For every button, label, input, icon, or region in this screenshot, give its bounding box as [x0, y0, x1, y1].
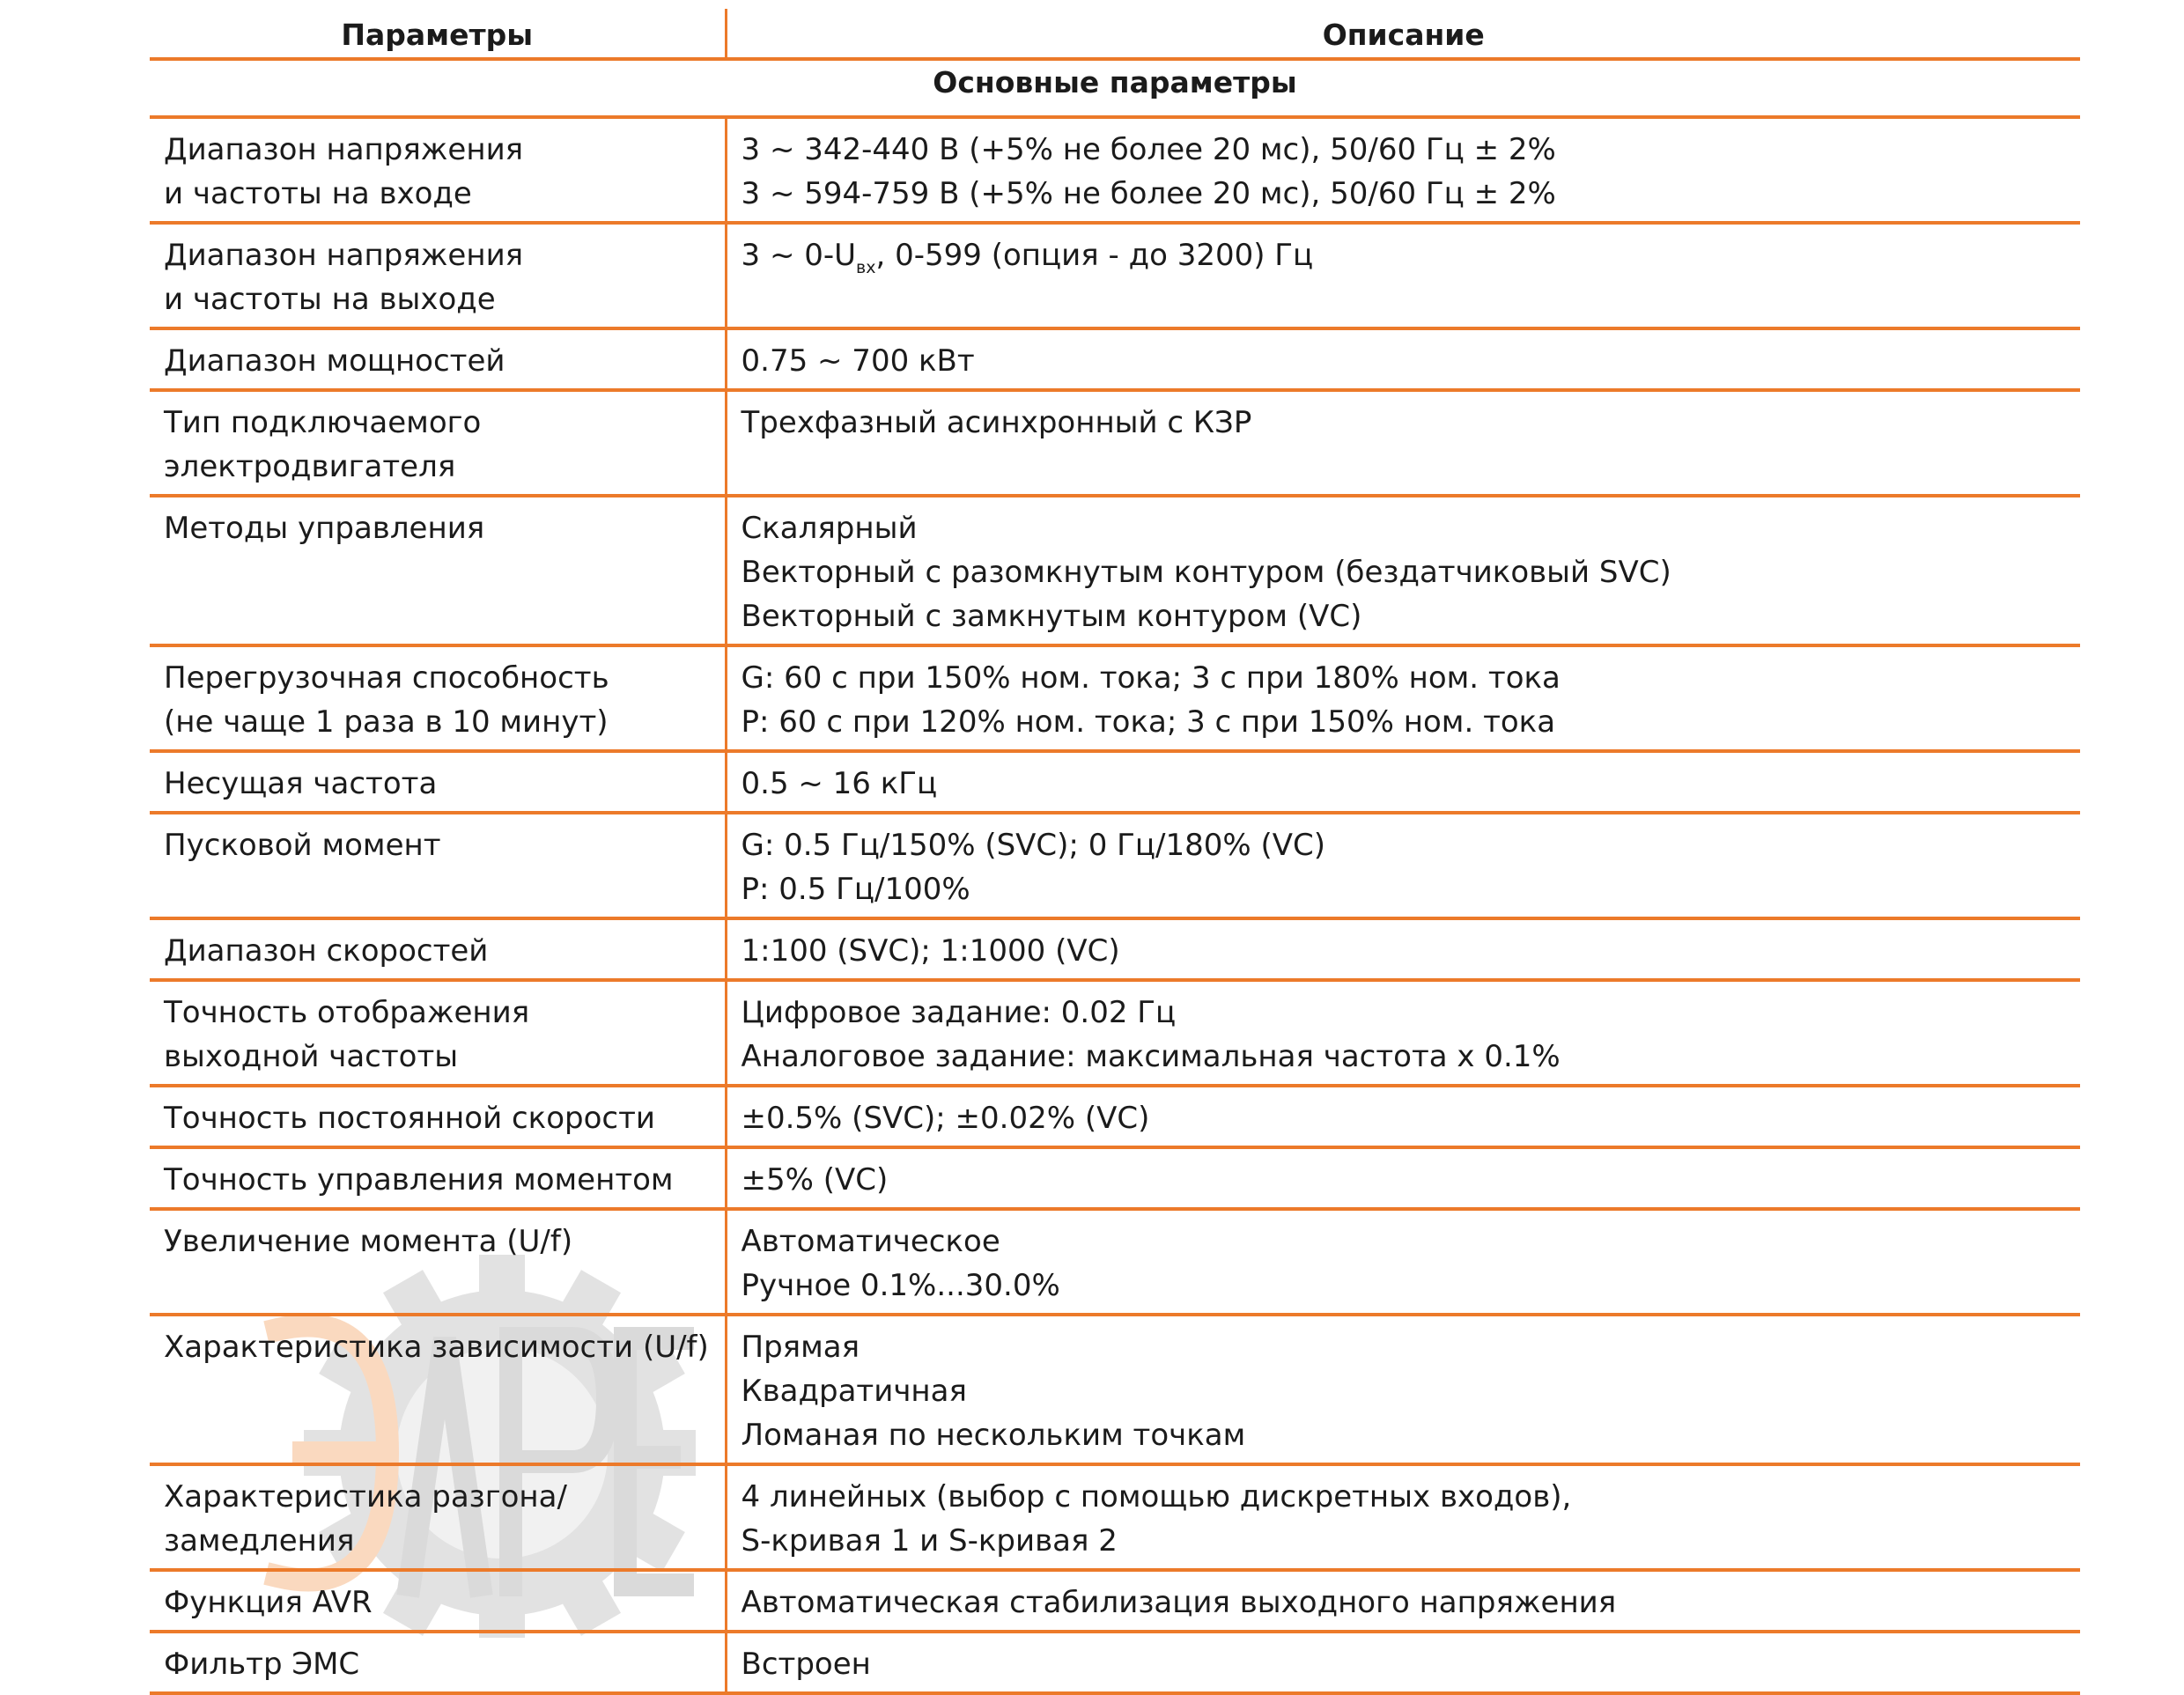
description-line: ±0.5% (SVC); ±0.02% (VC): [741, 1101, 1150, 1136]
parameter-cell: [150, 1464, 726, 1570]
table-row: [150, 1570, 2080, 1632]
parameter-cell: [150, 980, 726, 1086]
description-line: 3 ~ 342-440 В (+5% не более 20 мс), 50/60 Гц ± 2%: [741, 132, 1556, 167]
parameter-line: Несущая частота: [164, 766, 438, 801]
description-line: Цифровое задание: 0.02 Гц: [741, 995, 1177, 1030]
parameter-line: и частоты на выходе: [164, 282, 496, 317]
parameter-line: Тип подключаемого: [164, 405, 482, 440]
table-row: [150, 1632, 2080, 1693]
parameter-line: Точность отображения: [164, 995, 530, 1030]
description-cell: [726, 1464, 2080, 1570]
parameter-cell: [150, 328, 726, 390]
description-cell: [726, 1570, 2080, 1632]
parameter-cell: [150, 117, 726, 223]
description-line: Ручное 0.1%...30.0%: [741, 1268, 1060, 1303]
parameter-line: Пусковой момент: [164, 828, 441, 863]
parameter-line: Методы управления: [164, 511, 485, 546]
description-cell: [726, 751, 2080, 813]
description-cell: [726, 1632, 2080, 1693]
description-cell: [726, 496, 2080, 645]
parameter-cell: [150, 1315, 726, 1464]
description-line: Векторный с разомкнутым контуром (бездатчиковый SVC): [741, 555, 1671, 590]
description-cell: [726, 1147, 2080, 1209]
parameter-line: замедления: [164, 1523, 355, 1559]
parameter-cell: [150, 1086, 726, 1147]
parameter-line: Характеристика разгона/: [164, 1479, 567, 1514]
parameter-line: Перегрузочная способность: [164, 660, 609, 696]
description-cell: [726, 1209, 2080, 1315]
description-line: 3 ~ 594-759 В (+5% не более 20 мс), 50/60 Гц ± 2%: [741, 176, 1556, 211]
parameter-line: электродвигателя: [164, 449, 456, 484]
description-line: Ломаная по нескольким точкам: [741, 1418, 1246, 1453]
parameter-line: Диапазон напряжения: [164, 238, 524, 273]
table-row: [150, 390, 2080, 496]
description-line: S-кривая 1 и S-кривая 2: [741, 1523, 1118, 1559]
table-row: [150, 328, 2080, 390]
description-text: , 0-599 (опция - до 3200) Гц: [875, 238, 1314, 273]
parameter-line: Диапазон мощностей: [164, 343, 505, 379]
parameter-line: Характеристика зависимости (U/f): [164, 1330, 709, 1365]
column-header-description: Описание: [726, 9, 2080, 59]
parameter-line: Точность управления моментом: [164, 1162, 674, 1198]
column-header-parameters: Параметры: [150, 9, 726, 59]
parameter-cell: [150, 1632, 726, 1693]
description-line: Аналоговое задание: максимальная частота х 0.1%: [741, 1039, 1561, 1074]
description-cell: [726, 813, 2080, 918]
parameter-cell: [150, 918, 726, 980]
table-row: [150, 751, 2080, 813]
table-row: [150, 117, 2080, 223]
subscript-text: вх: [856, 258, 876, 277]
description-cell: [726, 1086, 2080, 1147]
parameter-cell: [150, 1147, 726, 1209]
table-body: [150, 59, 2080, 1693]
description-line: Автоматическое: [741, 1224, 1000, 1259]
description-line: ±5% (VC): [741, 1162, 889, 1198]
description-line: Прямая: [741, 1330, 860, 1365]
table-header-row: [150, 9, 2080, 59]
description-cell: [726, 645, 2080, 751]
table-row: [150, 980, 2080, 1086]
description-cell: [726, 223, 2080, 328]
section-row: [150, 59, 2080, 117]
parameter-cell: [150, 390, 726, 496]
description-text: 3 ~ 0-U: [741, 238, 857, 273]
table-row: [150, 645, 2080, 751]
parameter-line: Точность постоянной скорости: [164, 1101, 655, 1136]
section-title: Основные параметры: [150, 59, 2080, 117]
parameter-line: Функция AVR: [164, 1585, 373, 1620]
table-row: [150, 813, 2080, 918]
parameter-line: Диапазон скоростей: [164, 933, 489, 969]
parameter-line: Фильтр ЭМС: [164, 1647, 360, 1682]
description-line: 0.5 ~ 16 кГц: [741, 766, 938, 801]
parameter-line: (не чаще 1 раза в 10 минут): [164, 704, 609, 740]
parameter-line: выходной частоты: [164, 1039, 459, 1074]
parameter-cell: [150, 1209, 726, 1315]
description-cell: [726, 918, 2080, 980]
table-row: [150, 1209, 2080, 1315]
description-line: Квадратичная: [741, 1374, 967, 1409]
table-row: [150, 223, 2080, 328]
parameter-cell: [150, 1570, 726, 1632]
description-line: P: 0.5 Гц/100%: [741, 872, 970, 907]
description-line: Встроен: [741, 1647, 871, 1682]
description-line: Автоматическая стабилизация выходного напряжения: [741, 1585, 1617, 1620]
table-row: [150, 1147, 2080, 1209]
description-cell: [726, 390, 2080, 496]
description-cell: [726, 328, 2080, 390]
description-line: 4 линейных (выбор с помощью дискретных входов),: [741, 1479, 1572, 1514]
description-line: 1:100 (SVC); 1:1000 (VC): [741, 933, 1120, 969]
description-line: Скалярный: [741, 511, 918, 546]
description-line: P: 60 с при 120% ном. тока; 3 с при 150% ном. тока: [741, 704, 1556, 740]
parameter-line: и частоты на входе: [164, 176, 472, 211]
parameter-cell: [150, 751, 726, 813]
parameter-cell: [150, 223, 726, 328]
description-line: [742, 233, 2067, 277]
specifications-table: [150, 9, 2080, 1695]
table-row: [150, 918, 2080, 980]
table-row: [150, 1315, 2080, 1464]
parameter-line: Увеличение момента (U/f): [164, 1224, 573, 1259]
description-line: Трехфазный асинхронный с КЗР: [741, 405, 1252, 440]
description-cell: [726, 1315, 2080, 1464]
description-line: 0.75 ~ 700 кВт: [741, 343, 975, 379]
description-line: G: 0.5 Гц/150% (SVC); 0 Гц/180% (VC): [741, 828, 1326, 863]
parameter-cell: [150, 813, 726, 918]
table-row: [150, 1086, 2080, 1147]
description-cell: [726, 980, 2080, 1086]
description-cell: [726, 117, 2080, 223]
table-row: [150, 1464, 2080, 1570]
parameter-line: Диапазон напряжения: [164, 132, 524, 167]
parameter-cell: [150, 496, 726, 645]
table-row: [150, 496, 2080, 645]
parameter-cell: [150, 645, 726, 751]
description-line: G: 60 с при 150% ном. тока; 3 с при 180% ном. тока: [741, 660, 1561, 696]
description-line: Векторный с замкнутым контуром (VC): [741, 599, 1362, 634]
